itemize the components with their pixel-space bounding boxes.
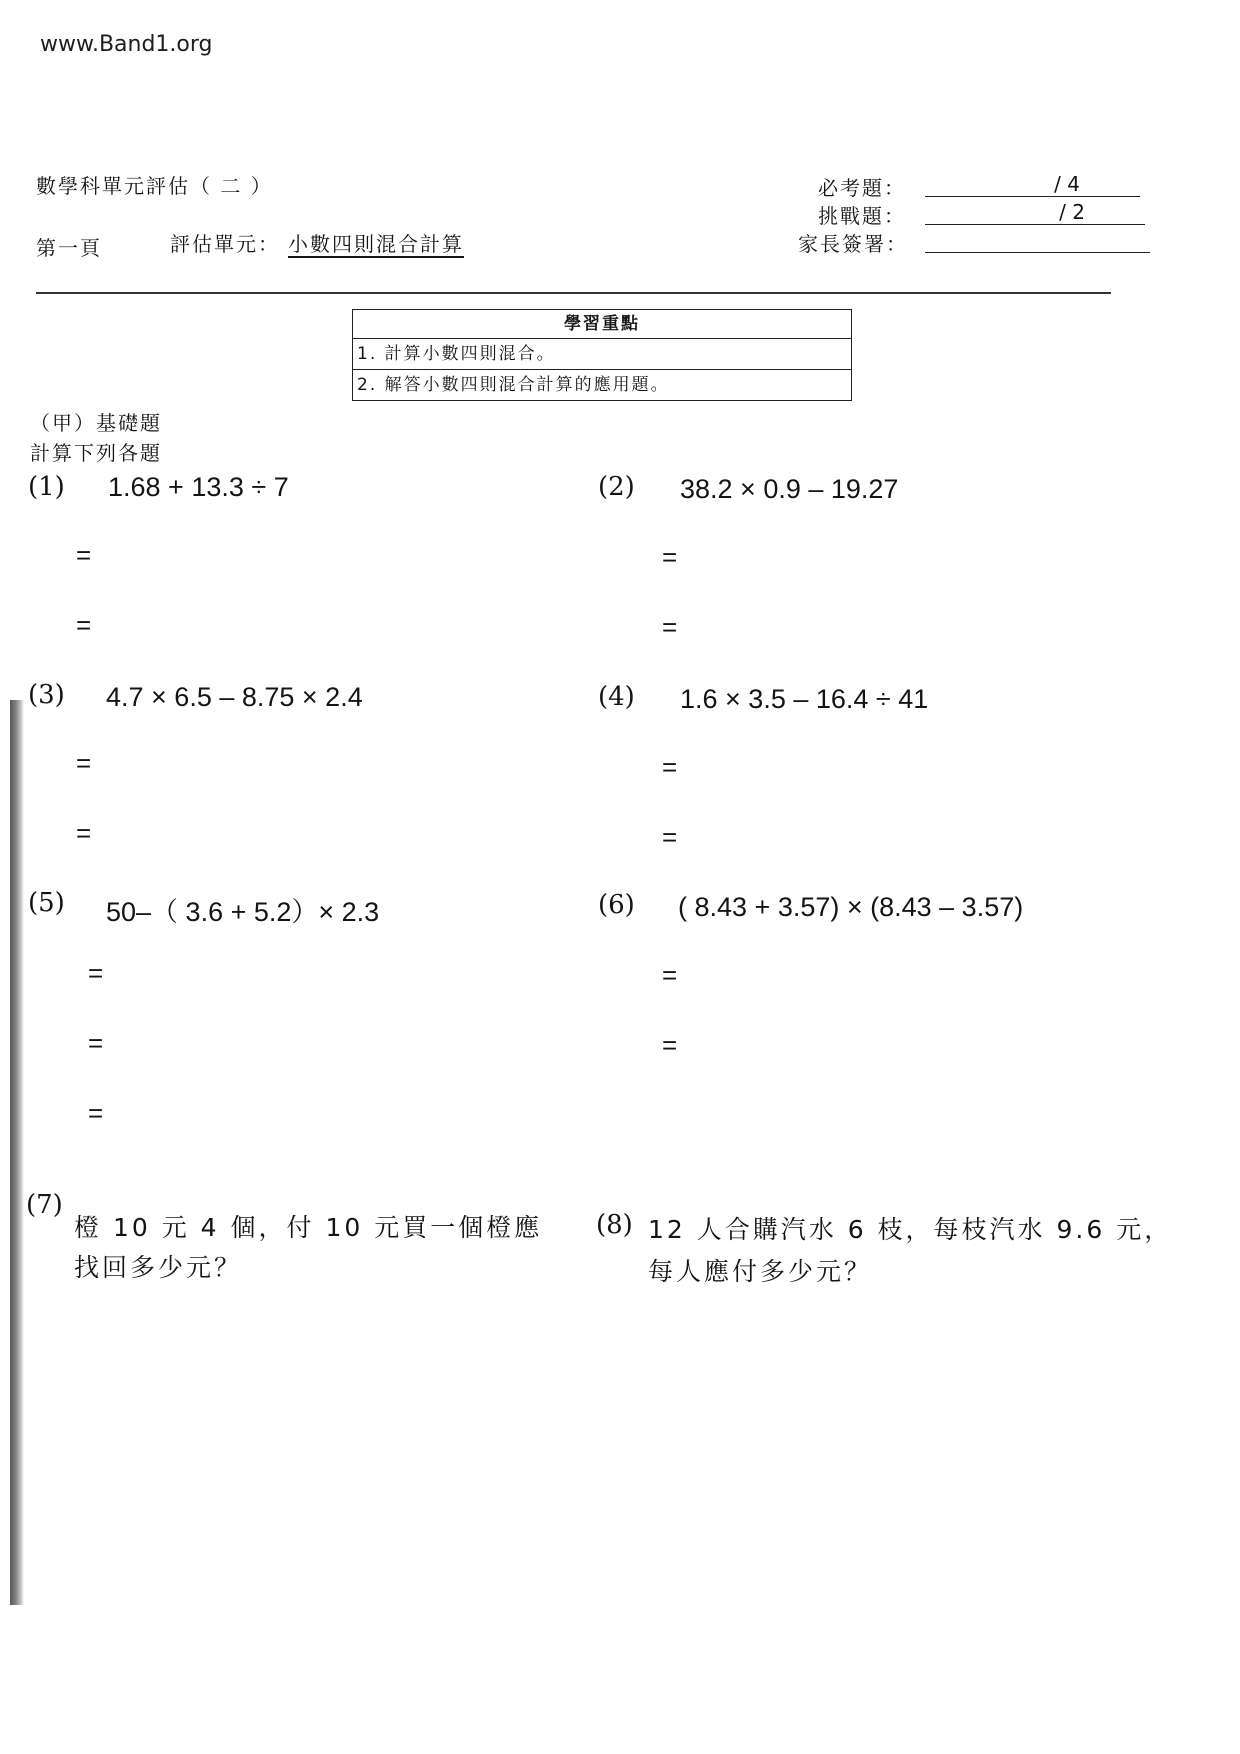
equals-sign: = xyxy=(662,822,678,852)
score-line-required xyxy=(925,170,1140,197)
unit-label: 評估單元： xyxy=(170,232,280,256)
question-expression: 4.7 × 6.5 – 8.75 × 2.4 xyxy=(106,682,363,712)
word-problem-line: 每人應付多少元？ xyxy=(648,1257,873,1286)
equals-sign: = xyxy=(88,1098,104,1128)
question-number: (7) xyxy=(26,1190,63,1220)
score-line-challenge xyxy=(925,198,1145,225)
score-value-challenge: / 2 xyxy=(1059,200,1085,224)
parent-signature-label: 家長簽署： xyxy=(798,232,908,256)
question-expression: 50–（ 3.6 + 5.2）× 2.3 xyxy=(106,897,380,927)
learning-focus-item: 2. 解答小數四則混合計算的應用題。 xyxy=(353,369,851,400)
equals-sign: = xyxy=(662,960,678,990)
word-problem-line: 12 人合購汽水 6 枝，每枝汽水 9.6 元， xyxy=(648,1215,1173,1244)
score-label-required: 必考題： xyxy=(818,176,906,200)
equals-sign: = xyxy=(76,610,92,640)
question-number: (1) xyxy=(28,472,65,502)
page-label: 第一頁 xyxy=(36,236,102,260)
score-value-required: / 4 xyxy=(1054,172,1080,196)
equals-sign: = xyxy=(662,612,678,642)
equals-sign: = xyxy=(76,540,92,570)
equals-sign: = xyxy=(662,542,678,572)
learning-focus-item: 1. 計算小數四則混合。 xyxy=(353,338,851,369)
score-label-challenge: 挑戰題： xyxy=(818,204,906,228)
equals-sign: = xyxy=(662,1030,678,1060)
equals-sign: = xyxy=(88,1028,104,1058)
equals-sign: = xyxy=(76,748,92,778)
question-number: (3) xyxy=(28,680,65,710)
question-number: (5) xyxy=(28,888,65,918)
question-number: (8) xyxy=(596,1210,633,1240)
question-expression: ( 8.43 + 3.57) × (8.43 – 3.57) xyxy=(678,892,1024,922)
question-number: (6) xyxy=(598,890,635,920)
website-label[interactable]: www.Band1.org xyxy=(40,32,213,57)
section-instruction: 計算下列各題 xyxy=(30,441,162,465)
learning-focus-box xyxy=(352,309,852,401)
header-divider xyxy=(36,292,1111,294)
parent-signature-line xyxy=(925,226,1150,253)
equals-sign: = xyxy=(662,752,678,782)
learning-focus-heading: 學習重點 xyxy=(564,314,640,334)
question-expression: 38.2 × 0.9 – 19.27 xyxy=(680,474,899,504)
question-number: (2) xyxy=(598,472,635,502)
question-expression: 1.6 × 3.5 – 16.4 ÷ 41 xyxy=(680,684,929,714)
equals-sign: = xyxy=(88,958,104,988)
unit-name: 小數四則混合計算 xyxy=(288,232,464,256)
word-problem-line: 橙 10 元 4 個，付 10 元買一個橙應 xyxy=(74,1213,543,1242)
worksheet-title: 數學科單元評估（ 二 ） xyxy=(36,174,273,198)
word-problem-line: 找回多少元？ xyxy=(74,1253,243,1282)
section-title: （甲）基礎題 xyxy=(30,411,162,435)
question-expression: 1.68 + 13.3 ÷ 7 xyxy=(108,472,289,502)
scan-shadow xyxy=(10,700,24,1605)
equals-sign: = xyxy=(76,818,92,848)
question-number: (4) xyxy=(598,682,635,712)
